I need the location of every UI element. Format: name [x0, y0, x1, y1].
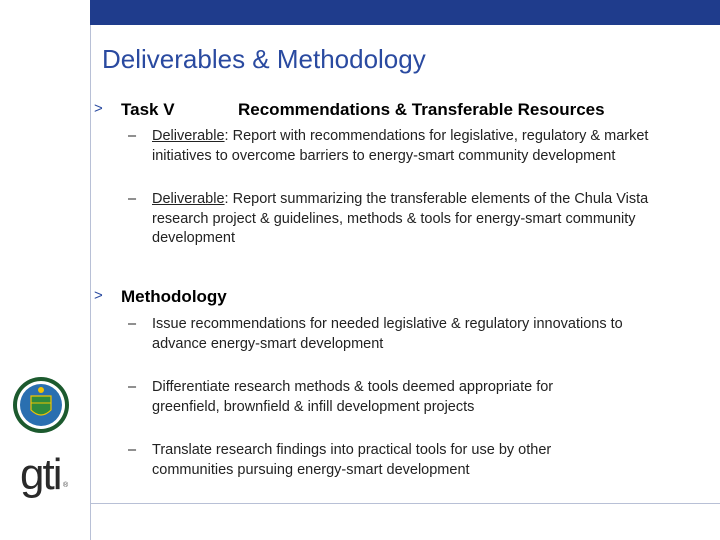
bullet-marker: >	[94, 100, 103, 117]
deliverable-text: : Report summarizing the transferable elements of the Chula Vista research project & guidelines, methods & tools for energy-smart community development	[152, 191, 649, 246]
task-heading: Recommendations & Transferable Resources	[238, 100, 605, 119]
methodology-item	[128, 315, 628, 354]
methodology-text: Translate research findings into practical tools for use by other communities pursuing energy-smart development	[152, 442, 552, 478]
deliverable-prefix: Deliverable	[152, 191, 225, 207]
deliverable-prefix: Deliverable	[152, 128, 225, 144]
dash-marker: –	[128, 442, 137, 458]
doe-seal-icon	[12, 376, 70, 434]
slide-title: Deliverables & Methodology	[102, 44, 426, 74]
left-divider	[90, 25, 91, 540]
task-label: Task V	[121, 100, 175, 119]
methodology-item	[128, 378, 598, 417]
dash-marker: –	[128, 379, 137, 395]
bullet-marker: >	[94, 287, 103, 304]
gti-logo: gti	[20, 450, 61, 499]
methodology-text: Issue recommendations for needed legislative & regulatory innovations to advance energy-smart development	[152, 316, 623, 352]
deliverable-item	[128, 190, 703, 249]
deliverable-text: : Report with recommendations for legislative, regulatory & market initiatives to overcome barriers to energy-smart community development	[152, 128, 649, 164]
dash-marker: –	[128, 128, 137, 144]
dash-marker: –	[128, 191, 137, 207]
registered-mark: ®	[63, 482, 69, 489]
methodology-text: Differentiate research methods & tools deemed appropriate for greenfield, brownfield & infill development projects	[152, 379, 554, 415]
dash-marker: –	[128, 316, 137, 332]
methodology-item	[128, 441, 618, 480]
bottom-divider	[90, 503, 720, 504]
methodology-heading: Methodology	[121, 287, 227, 306]
deliverable-item	[128, 127, 703, 166]
header-bar	[90, 0, 720, 25]
